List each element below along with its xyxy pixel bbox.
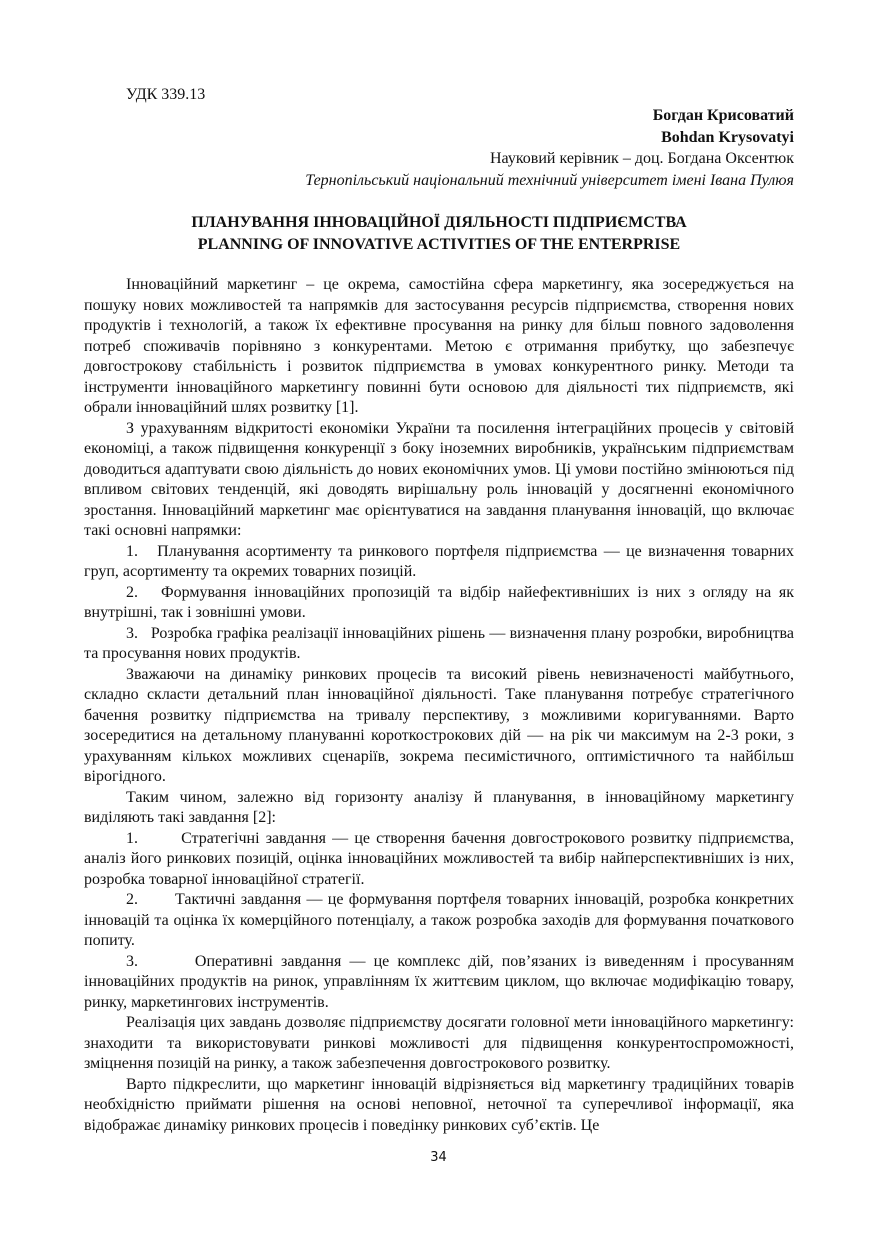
paragraph: Варто підкреслити, що маркетинг інновацій відрізняється від маркетингу традиційних товарів необхідністю приймати рішення на основі неповної, неточної та суперечливої інформації, яка відображає динаміку ринкових процесів і поведінку ринкових суб’єктів. Це bbox=[84, 1075, 794, 1134]
page-number: 34 bbox=[430, 1150, 447, 1165]
list-item: 1. Стратегічні завдання — це створення бачення довгострокового розвитку підприємства, аналіз його ринкових позицій, оцінка інноваційних можливостей та вибір найперспективніших із них, розробка товарної інноваційної стратегії. bbox=[84, 829, 794, 888]
paper-title bbox=[84, 212, 794, 255]
author-name-uk: Богдан Крисоватий bbox=[652, 107, 794, 124]
paragraph: З урахуванням відкритості економіки України та посилення інтеграційних процесів у світовій економіці, а також підвищення конкуренції з боку іноземних виробників, українським підприємствам доводиться адаптувати свою діяльність до нових економічних умов. Ці умови постійно змінюються під впливом світових тенденцій, які доводять вирішальну роль інновацій у досягненні економічного зростання. Інноваційний маркетинг має орієнтуватися на завдання планування інновацій, що включає такі основні напрямки: bbox=[84, 419, 794, 539]
paragraph: Таким чином, залежно від горизонту аналізу й планування, в інноваційному маркетингу виділяють такі завдання [2]: bbox=[84, 788, 794, 826]
list-item: 2. Тактичні завдання — це формування портфеля товарних інновацій, розробка конкретних інновацій та оцінка їх комерційного потенціалу, а також розробка заходів для формування початкового попиту. bbox=[84, 891, 794, 949]
paragraph: Реалізація цих завдань дозволяє підприємству досягати головної мети інноваційного маркетингу: знаходити та використовувати ринкові можливості для підвищення конкурентоспроможності, зміцнення позицій на ринку, а також забезпечення довгострокового розвитку. bbox=[84, 1014, 794, 1072]
udk-code: УДК 339.13 bbox=[126, 86, 206, 103]
document-page bbox=[84, 84, 794, 1136]
author-name-en: Bohdan Krysovatyi bbox=[661, 128, 794, 146]
title-uk: ПЛАНУВАННЯ ІННОВАЦІЙНОЇ ДІЯЛЬНОСТІ ПІДПРИЄМСТВА bbox=[191, 214, 687, 231]
title-en: PLANNING OF INNOVATIVE ACTIVITIES OF THE ENTERPRISE bbox=[197, 235, 681, 253]
scientific-supervisor: Науковий керівник – доц. Богдана Оксентюк bbox=[489, 150, 794, 167]
affiliation: Тернопільський національний технічний університет імені Івана Пулюя bbox=[305, 171, 794, 189]
list-item: 3. Розробка графіка реалізації інноваційних рішень — визначення плану розробки, виробництва та просування нових продуктів. bbox=[84, 624, 794, 662]
list-item: 1. Планування асортименту та ринкового портфеля підприємства — це визначення товарних груп, асортименту та окремих товарних позицій. bbox=[84, 542, 794, 580]
list-item: 3. Оперативні завдання — це комплекс дій, пов’язаних із виведенням і просуванням інноваційних продуктів на ринок, управлінням їх життєвим циклом, що включає модифікацію товару, ринку, маркетингових інструментів. bbox=[84, 952, 794, 1011]
list-item: 2. Формування інноваційних пропозицій та відбір найефективніших із них з огляду на як внутрішні, так і зовнішні умови. bbox=[84, 583, 794, 621]
author-block bbox=[84, 105, 794, 191]
paragraph: Інноваційний маркетинг – це окрема, самостійна сфера маркетингу, яка зосереджується на пошуку нових можливостей та напрямків для застосування ресурсів підприємства, створення нових продуктів і технологій, а також їх ефективне просування на ринку для більш повного задоволення потреб споживачів порівняно з конкурентами. Метою є отримання прибутку, що забезпечує довгострокову стабільність і розвиток підприємства в умовах конкурентного ринку. Методи та інструменти інноваційного маркетингу повинні бути основою для діяльності тих підприємств, які обрали інноваційний шлях розвитку [1]. bbox=[84, 276, 794, 416]
paragraph: Зважаючи на динаміку ринкових процесів та високий рівень невизначеності майбутнього, складно скласти детальний план інноваційної діяльності. Таке планування потребує стратегічного бачення розвитку підприємства на тривалу перспективу, з можливими коригуваннями. Варто зосередитися на детальному плануванні короткострокових дій — на рік чи максимум на 2-3 роки, з урахуванням кількох можливих сценаріїв, зокрема песимістичного, оптимістичного та найбільш вірогідного. bbox=[84, 665, 794, 785]
body-text bbox=[84, 275, 794, 1136]
